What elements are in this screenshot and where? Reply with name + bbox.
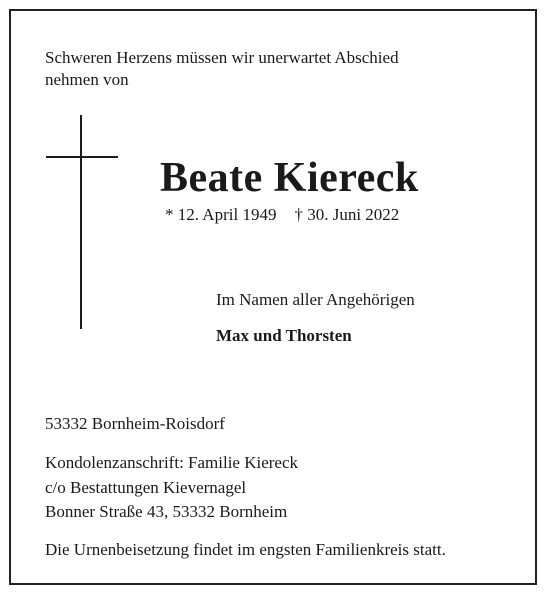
- cross-icon-horizontal-bar: [46, 156, 118, 158]
- on-behalf-text: Im Namen aller Angehörigen: [216, 290, 415, 309]
- intro-text: [45, 47, 399, 91]
- intro-line-1: Schweren Herzens müssen wir unerwartet Abschied: [45, 48, 399, 67]
- location-text: 53332 Bornheim-Roisdorf: [45, 414, 225, 433]
- condolence-address-line-3: Bonner Straße 43, 53332 Bornheim: [45, 502, 288, 521]
- intro-line-2: nehmen von: [45, 70, 129, 89]
- deceased-name: Beate Kiereck: [160, 155, 419, 201]
- birth-date: * 12. April 1949: [165, 205, 277, 224]
- cross-icon-vertical-bar: [80, 115, 82, 329]
- death-date: † 30. Juni 2022: [294, 205, 400, 224]
- condolence-address-line-1: Kondolenzanschrift: Familie Kiereck: [45, 453, 299, 472]
- life-dates: [165, 204, 399, 226]
- mourner-names: Max und Thorsten: [216, 326, 352, 345]
- condolence-address-line-2: c/o Bestattungen Kievernagel: [45, 478, 247, 497]
- burial-note: Die Urnenbeisetzung findet im engsten Familienkreis statt.: [45, 540, 446, 559]
